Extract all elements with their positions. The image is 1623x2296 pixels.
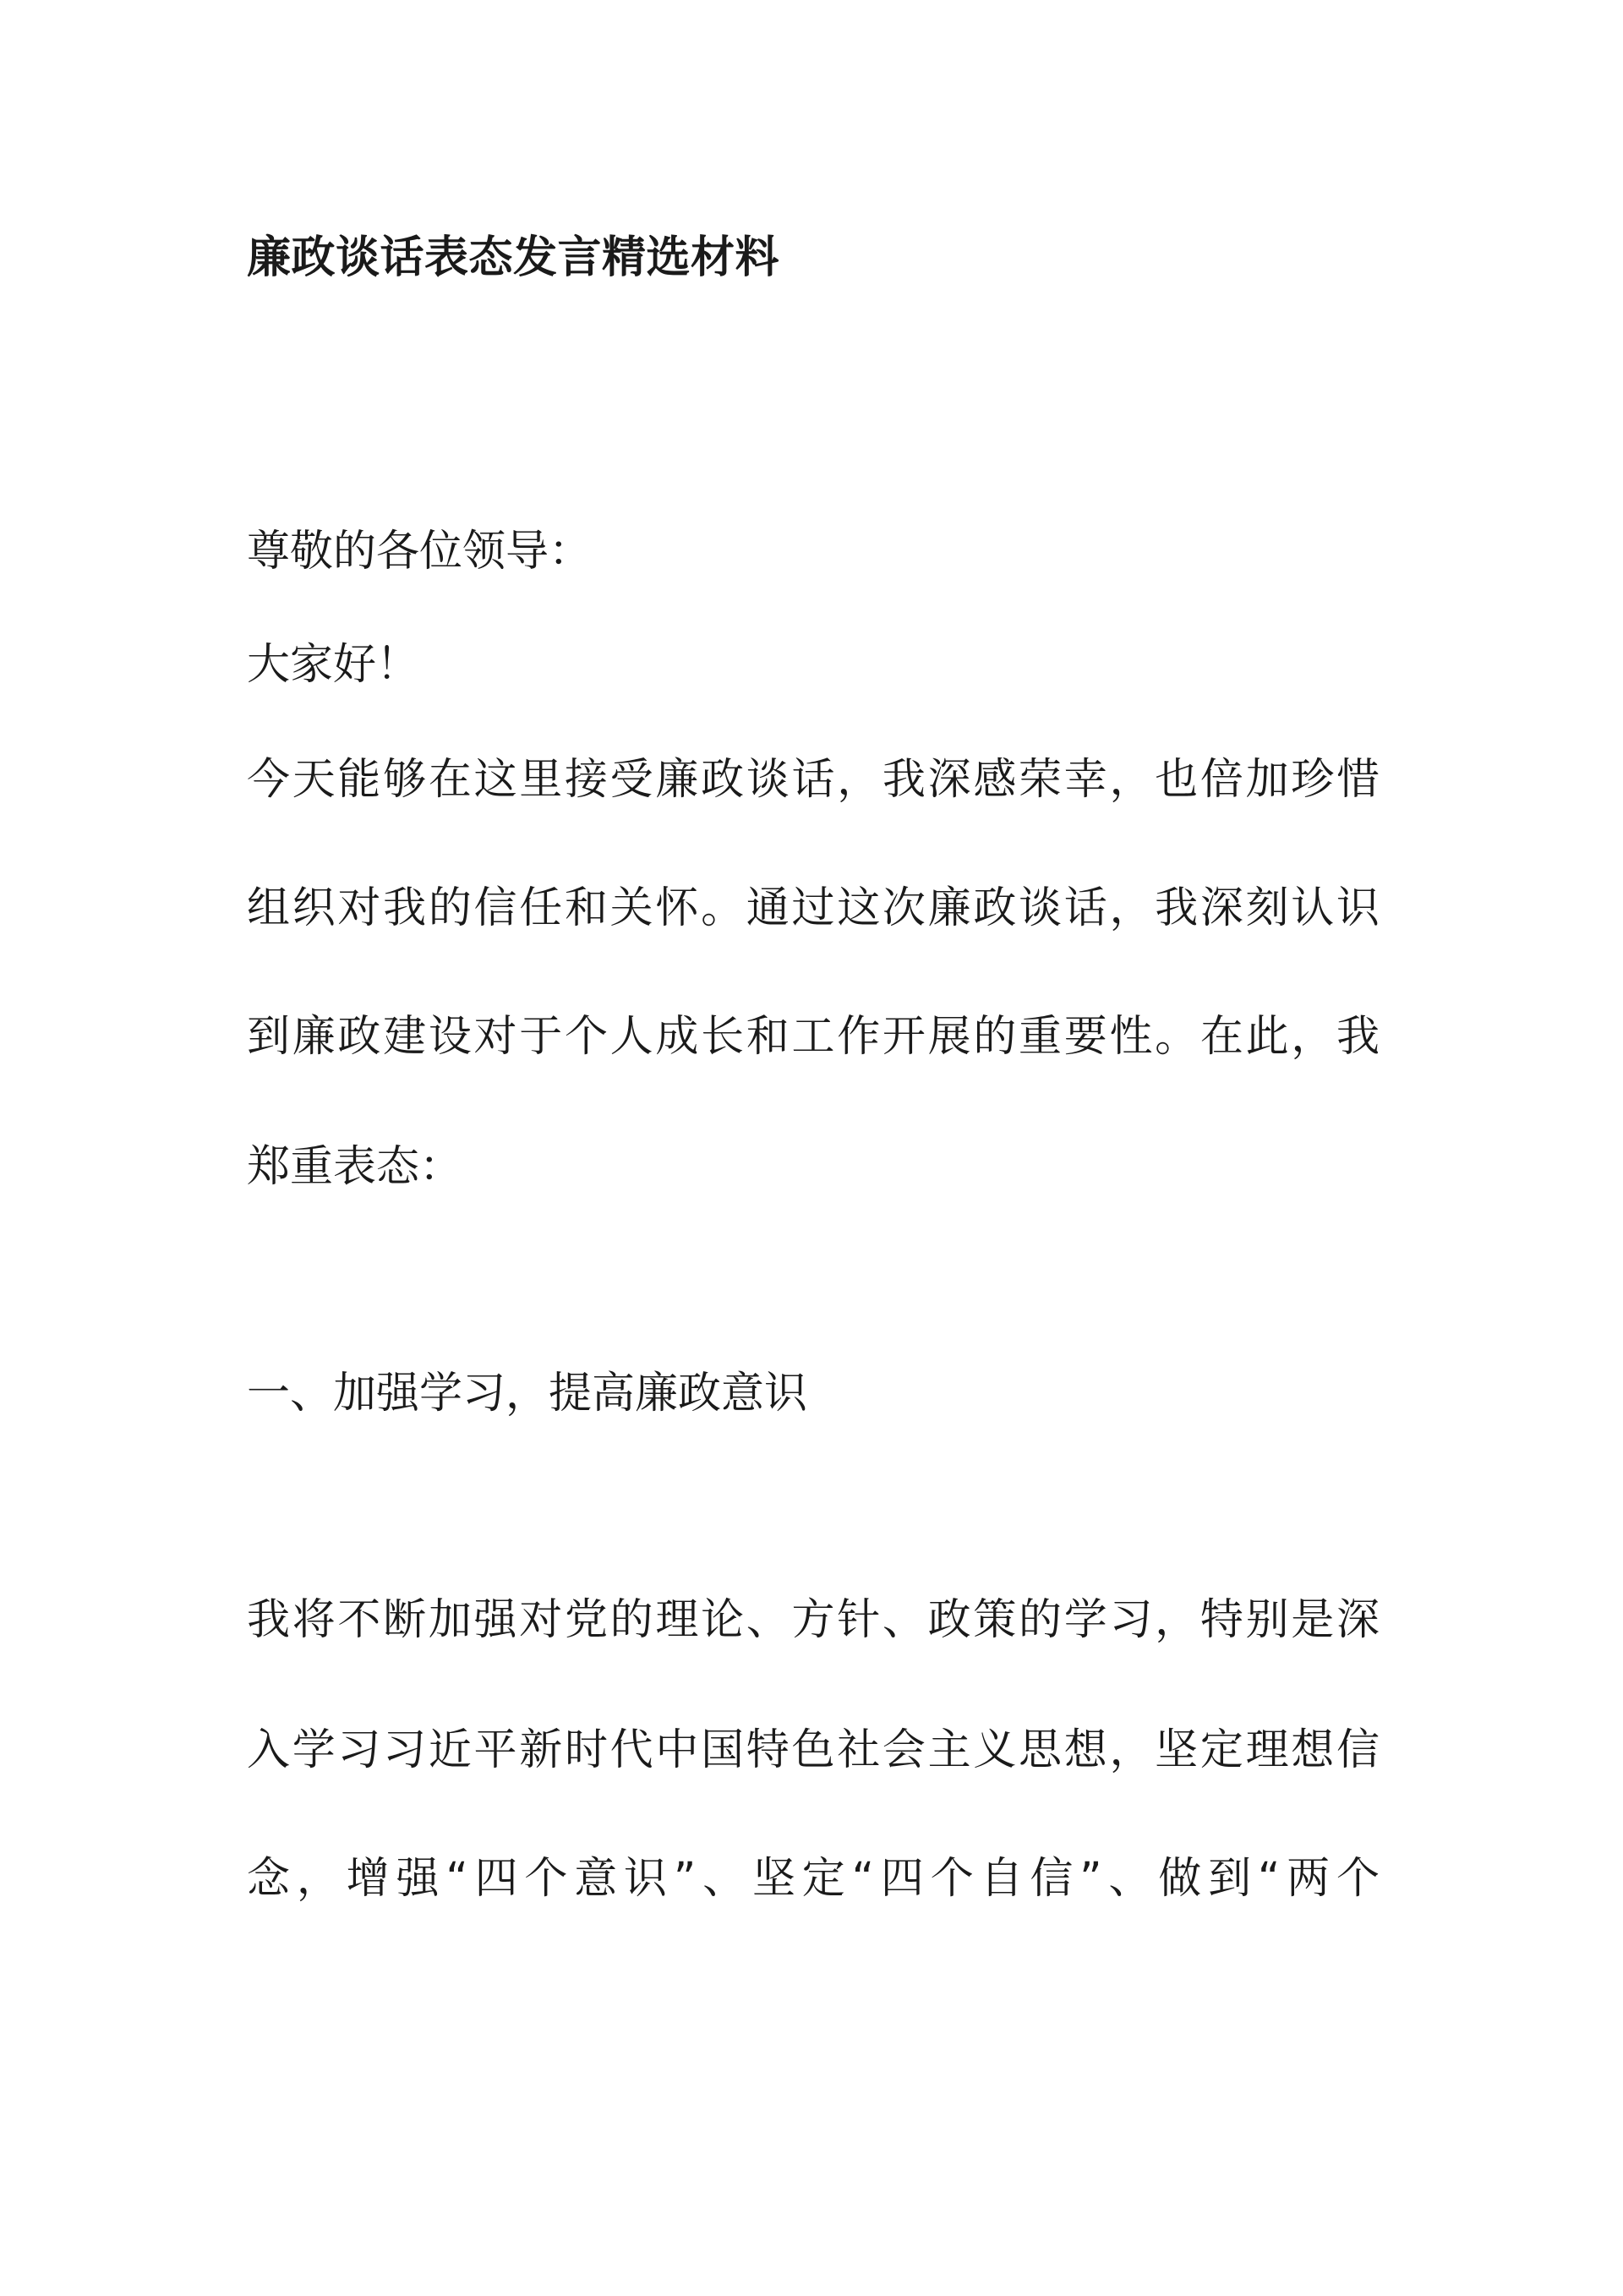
intro-line-1: 今天能够在这里接受廉政谈话，我深感荣幸，也倍加珍惜	[247, 755, 1380, 805]
intro-line-2: 组织对我的信任和关怀。通过这次廉政谈话，我深刻认识	[247, 883, 1380, 933]
intro-line-4: 郑重表态：	[247, 1142, 463, 1192]
section-1-line-1: 我将不断加强对党的理论、方针、政策的学习，特别是深	[247, 1595, 1380, 1645]
section-1-heading: 一、加强学习，提高廉政意识	[247, 1369, 808, 1419]
document-title: 廉政谈话表态发言精选材料	[247, 232, 780, 283]
intro-line-3: 到廉政建设对于个人成长和工作开展的重要性。在此，我	[247, 1012, 1380, 1062]
section-1-line-2: 入学习习近平新时代中国特色社会主义思想，坚定理想信	[247, 1725, 1380, 1775]
salutation: 尊敬的各位领导：	[247, 527, 593, 577]
greeting: 大家好！	[247, 640, 420, 690]
section-1-line-3: 念，增强“四个意识”、坚定“四个自信”、做到“两个	[247, 1854, 1380, 1904]
